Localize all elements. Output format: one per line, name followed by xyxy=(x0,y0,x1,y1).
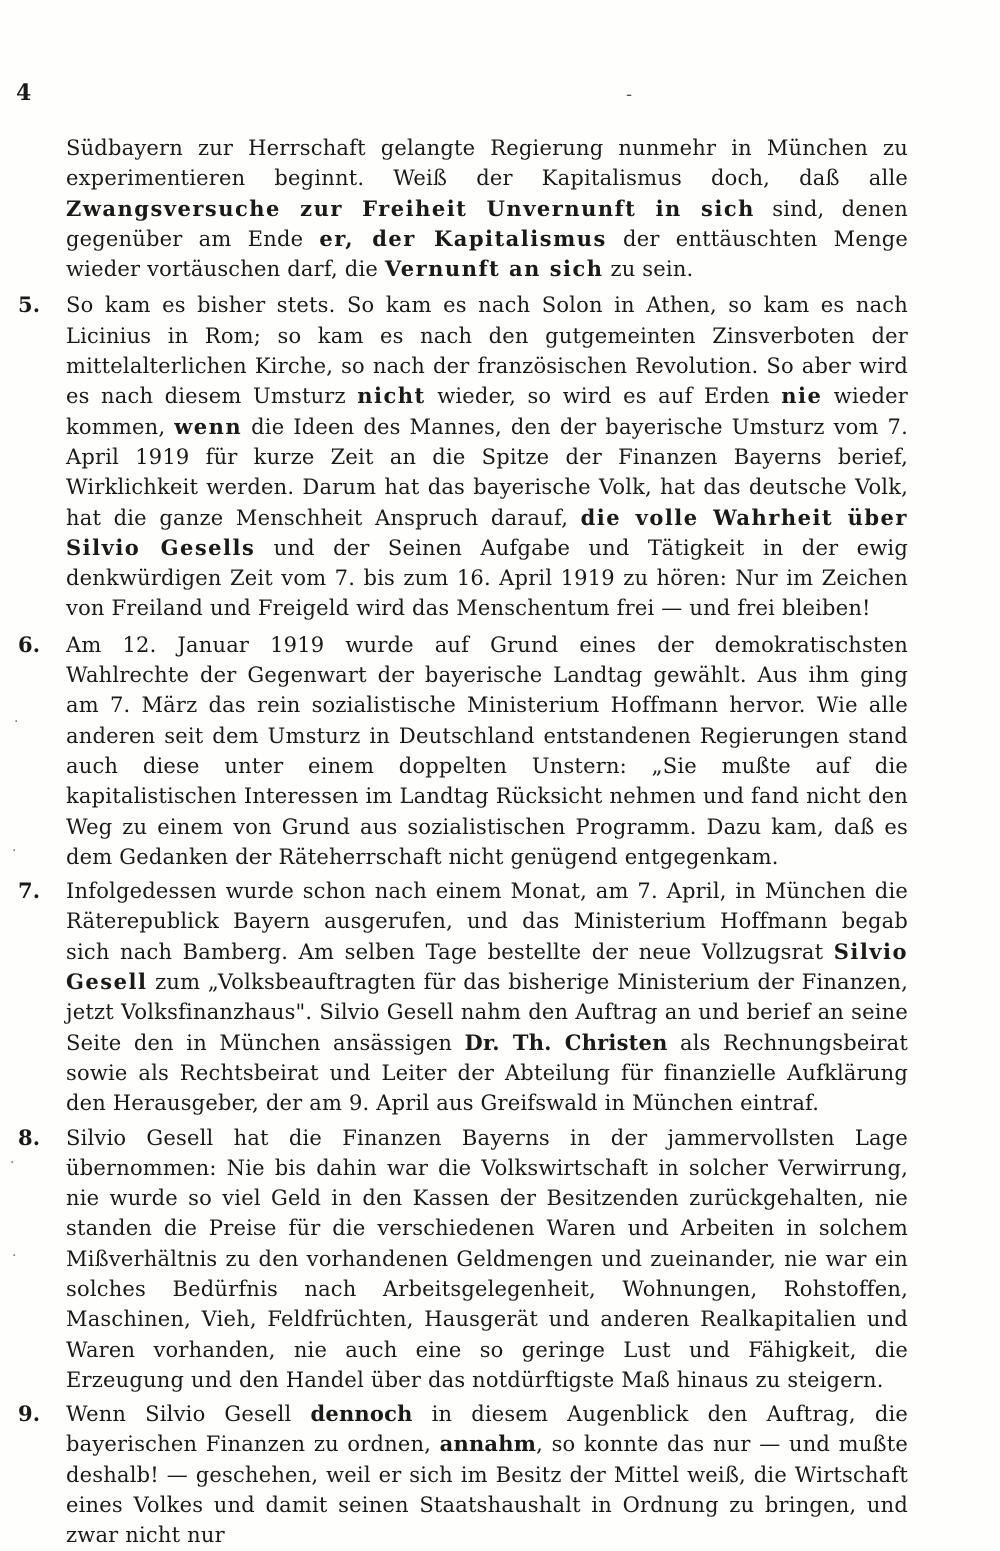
intro-emphasis-1: Zwangsversuche zur Freiheit Unvernunft in sich xyxy=(66,195,755,221)
margin-speck: · xyxy=(10,1155,15,1171)
p9-text-2: in diesem Augenblick den Auftrag, die bayerischen Finanzen zu ordnen, xyxy=(66,1402,909,1457)
paragraph-6 xyxy=(0,630,1000,872)
paragraph-5 xyxy=(0,290,1000,623)
paragraph-number: 9. xyxy=(18,1401,41,1427)
intro-text-4: zu sein. xyxy=(603,257,694,282)
page-number: 4 xyxy=(16,80,32,106)
p7-text-3: als Rechnungsbeirat sowie als Rechtsbeirat und Leiter der Abteilung für finanzielle Aufklärung den Herausgeber, der am 9. April aus Greifswald in München eintraf. xyxy=(66,1030,908,1116)
body-text xyxy=(0,133,1000,1551)
intro-text-2: sind, denen gegenüber am Ende xyxy=(66,196,908,251)
p5-text-1: So kam es bisher stets. So kam es nach Solon in Athen, so kam es nach Licinius in Rom; so kam es nach den gutgemeinten Zinsverboten der mittelalterlichen Kirche, so nach der französischen Revolution. So aber wird es nach diesem Umsturz xyxy=(66,293,908,409)
page-header-mark: - xyxy=(626,84,633,105)
p6-text: Am 12. Januar 1919 wurde auf Grund eines der demokratischsten Wahlrechte der Gegenwart der bayerische Landtag gewählt. Aus ihm ging am 7. März das rein sozialistische Ministerium Hoffmann hervor. Wie alle anderen seit dem Umsturz in Deutschland entstandenen Regierungen stand auch diese unter einem doppelten Unstern: „Sie mußte auf die kapitalistischen Interessen im Landtag Rücksicht nehmen und fand nicht den Weg zu einem von Grund aus sozialistischen Programm. Dazu kam, daß es dem Gedanken der Räteherrschaft nicht genügend entgegenkam. xyxy=(66,632,908,869)
paragraph-7 xyxy=(0,876,1000,1118)
p5-emphasis-1: nicht xyxy=(357,383,426,409)
p7-text-2: zum „Volksbeauftragten für das bisherige Ministerium der Finanzen, jetzt Volksfinanzhaus". Silvio Gesell nahm den Auftrag an und berief an seine Seite den in München ansässigen xyxy=(66,970,908,1055)
p8-text: Silvio Gesell hat die Finanzen Bayerns in der jammervollsten Lage übernommen: Nie bis dahin war die Volkswirtschaft in solcher Verwirrung, nie wurde so viel Geld in den Kassen der Besitzenden zurückgehalten, nie standen die Preise für die verschiedenen Waren und Arbeiten in solchem Mißverhältnis zu den vorhandenen Geldmengen und zueinander, nie war ein solches Bedürfnis nach Arbeitsgelegenheit, Wohnungen, Rohstoffen, Maschinen, Vieh, Feldfrüchten, Hausgerät und anderen Realkapitalien und Waren vorhanden, nie auch eine so geringe Lust und Fähigkeit, die Erzeugung und den Handel über das notdürftigste Maß hinaus zu steigern. xyxy=(66,1125,908,1392)
margin-speck: · xyxy=(12,843,17,859)
margin-speck: · xyxy=(14,714,19,730)
p5-emphasis-2: nie xyxy=(781,383,823,409)
p9-text-3: , so konnte das nur — und mußte deshalb! — geschehen, weil er sich im Besitz der Mittel weiß, die Wirtschaft eines Volkes und damit seinen Staatshaushalt in Ordnung zu bringen, und zwar nicht nur xyxy=(66,1432,908,1548)
intro-emphasis-2: er, der Kapitalismus xyxy=(319,225,607,251)
paragraph-8 xyxy=(0,1123,1000,1396)
paragraph-intro xyxy=(0,133,1000,284)
p7-text-1: Infolgedessen wurde schon nach einem Monat, am 7. April, in München die Räterepublick Bayern ausgerufen, und das Ministerium Hoffmann begab sich nach Bamberg. Am selben Tage bestellte der neue Vollzugsrat xyxy=(66,879,908,964)
paragraph-9 xyxy=(0,1399,1000,1550)
p7-emphasis-2: Dr. Th. Christen xyxy=(464,1029,668,1055)
intro-emphasis-3: Vernunft an sich xyxy=(384,256,604,282)
p7-emphasis-1: Silvio Gesell xyxy=(66,938,908,995)
p5-emphasis-3: wenn xyxy=(174,413,243,439)
p9-emphasis-2: annahm xyxy=(439,1431,537,1457)
intro-text-1: Südbayern zur Herrschaft gelangte Regierung nunmehr in München zu experimentieren beginnt. Weiß der Kapitalismus doch, daß alle xyxy=(66,136,908,191)
p5-text-4: die Ideen des Mannes, den der bayerische Umsturz vom 7. April 1919 für kurze Zeit an die Spitze der Finanzen Bayerns berief, Wirklichkeit werden. Darum hat das bayerische Volk, hat das deutsche Volk, hat die ganze Menschheit Anspruch darauf, xyxy=(66,414,908,530)
p5-emphasis-4: die volle Wahrheit über Silvio Gesells xyxy=(66,504,908,560)
p9-emphasis-1: dennoch xyxy=(310,1401,413,1427)
paragraph-number: 8. xyxy=(18,1124,41,1150)
paragraph-number: 7. xyxy=(18,878,41,904)
margin-speck: · xyxy=(12,1248,17,1264)
paragraph-number: 5. xyxy=(18,292,41,318)
p5-text-5: und der Seinen Aufgabe und Tätigkeit in der ewig denkwürdigen Zeit vom 7. bis zum 16. April 1919 zu hören: Nur im Zeichen von Freiland und Freigeld wird das Menschentum frei — und frei bleiben! xyxy=(66,535,908,621)
p5-text-2: wieder, so wird es auf Erden xyxy=(425,384,782,409)
p9-text-1: Wenn Silvio Gesell xyxy=(66,1402,311,1427)
p5-text-3: wieder kommen, xyxy=(66,384,908,439)
intro-text-3: der enttäuschten Menge wieder vortäuschen darf, die xyxy=(66,226,908,282)
paragraph-number: 6. xyxy=(18,631,41,657)
